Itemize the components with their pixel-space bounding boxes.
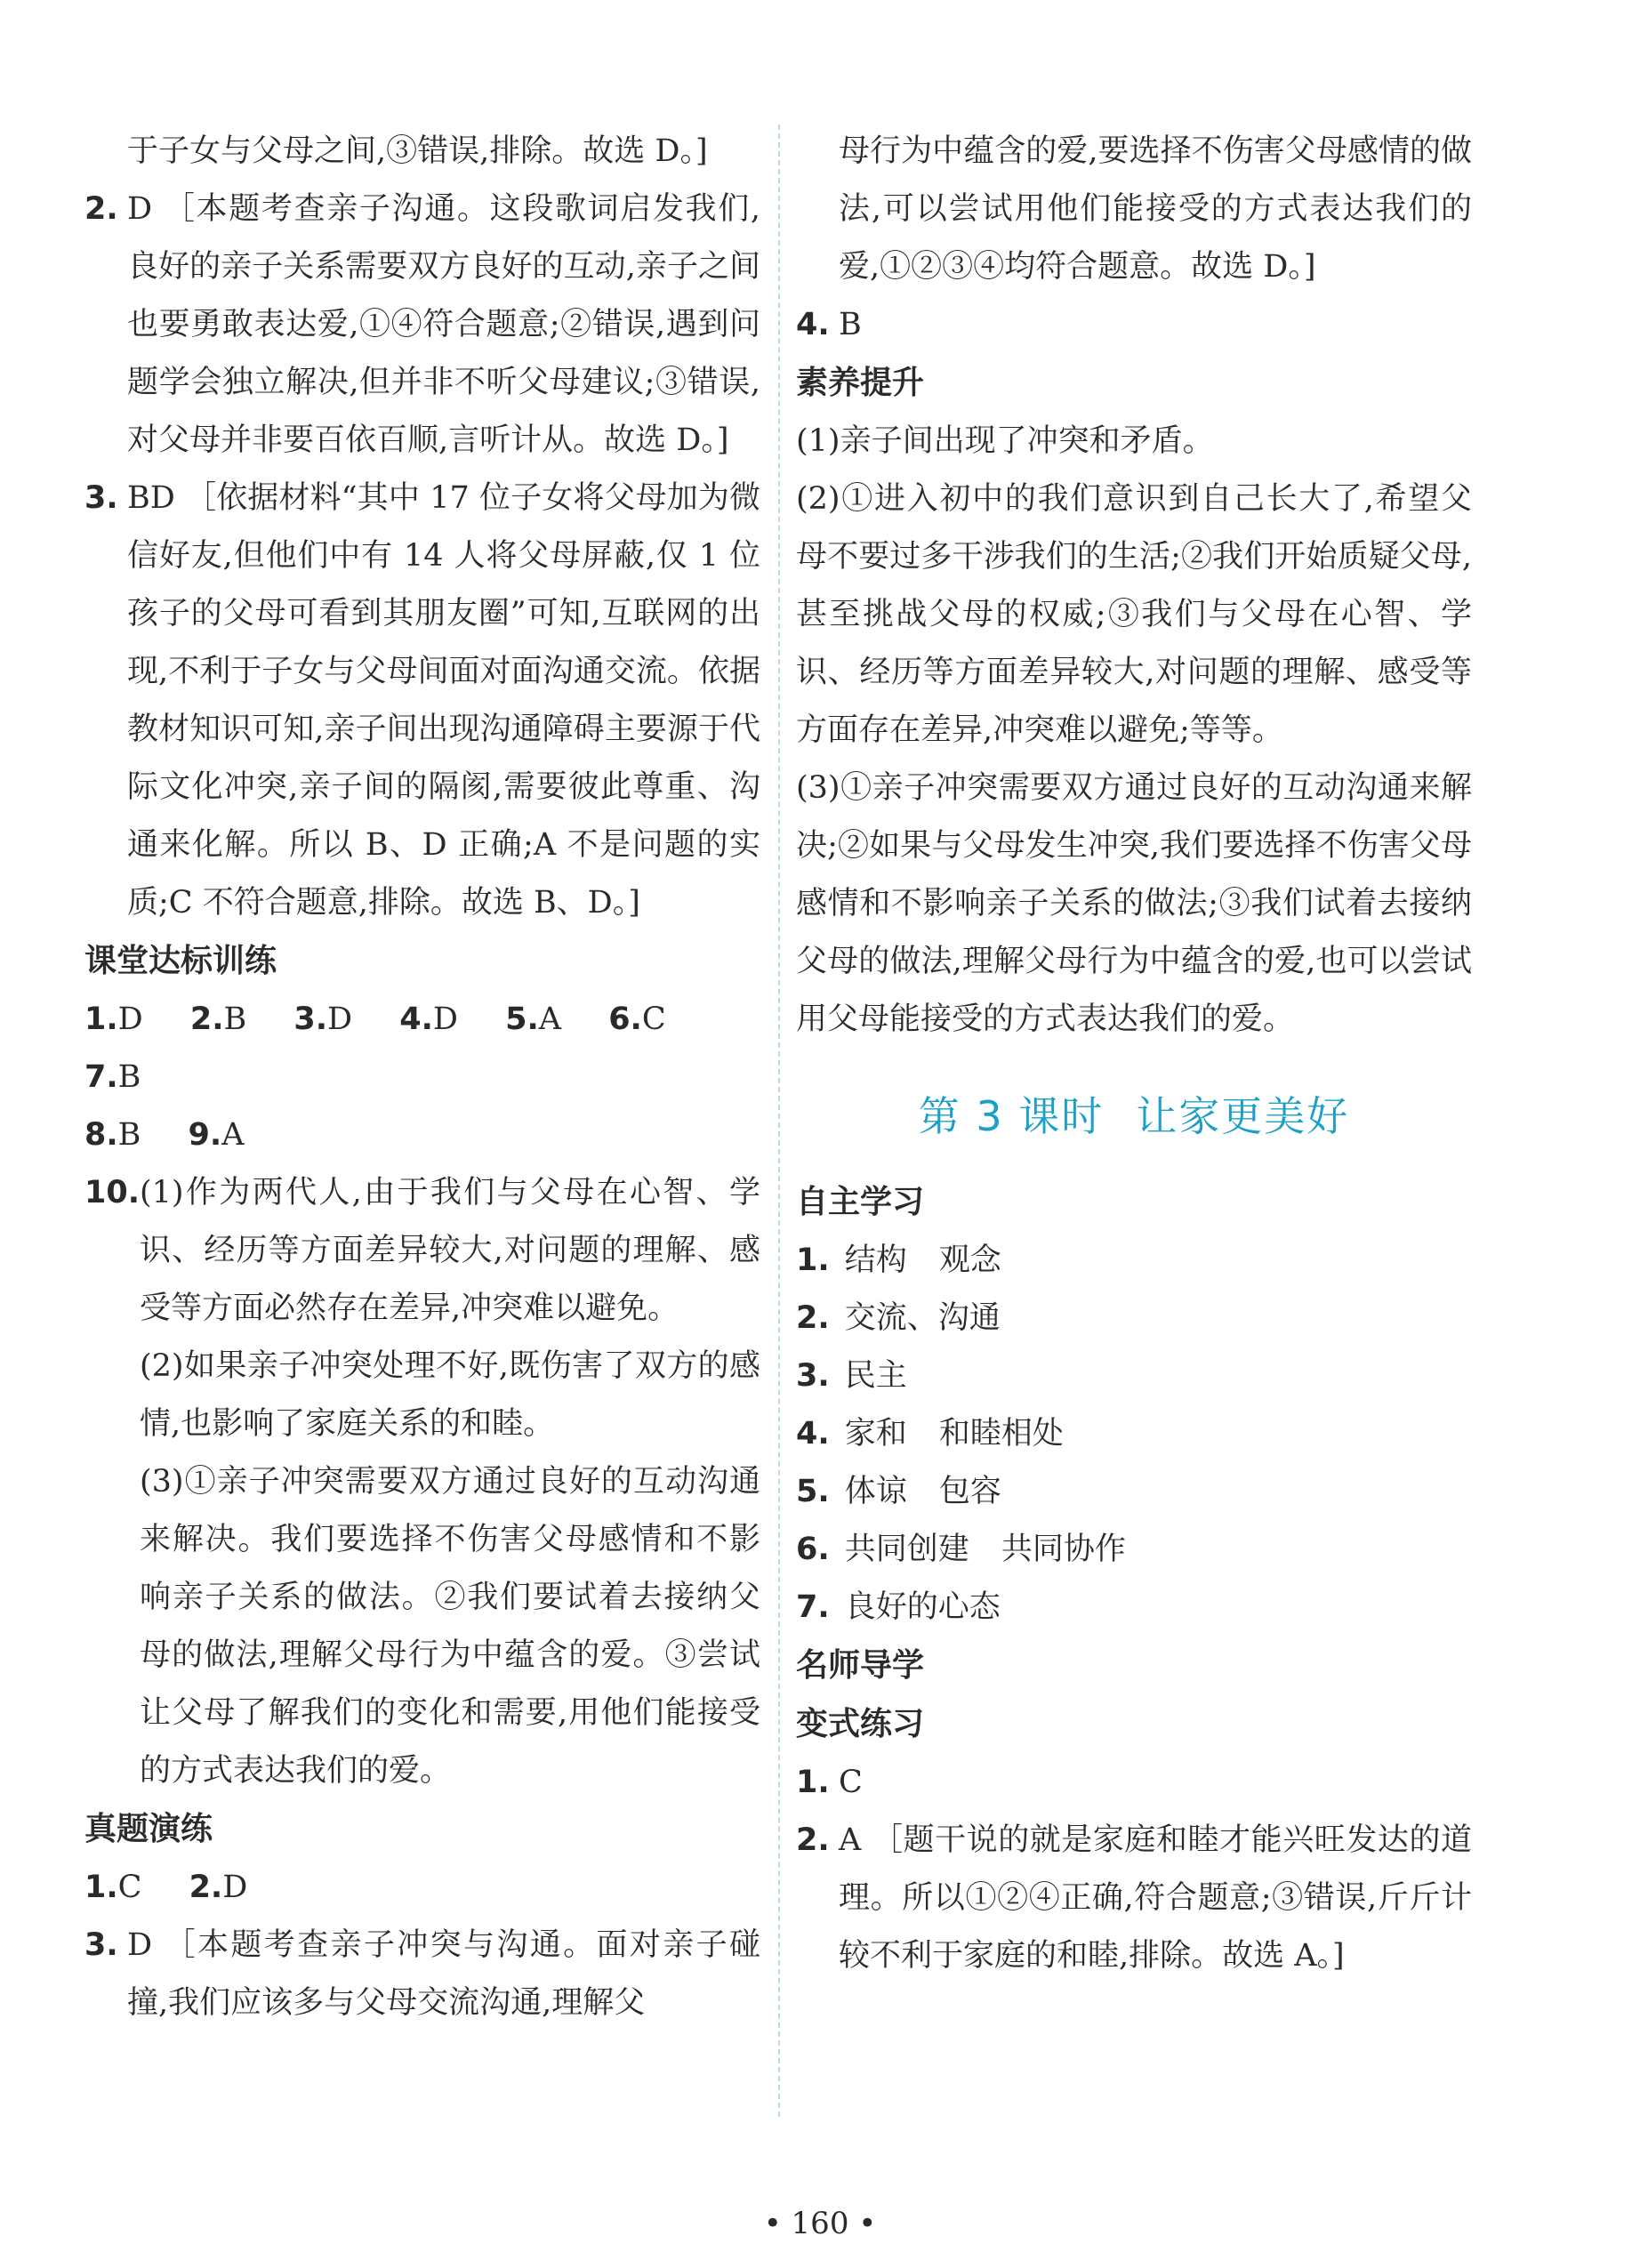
answer-item-10 <box>84 1164 760 1800</box>
answer-part-3: (3)①亲子冲突需要双方通过良好的互动沟通来解决。我们要选择不伤害父母感情和不影响亲子关系的做法。②我们要试着去接纳父母的做法,理解父母行为中蕴含的爱。③尝试让父母了解我们的变化和需要,用他们能接受的方式表达我们的爱。 <box>140 1464 760 1789</box>
continued-answer: 母行为中蕴含的爱,要选择不伤害父母感情的做法,可以尝试用他们能接受的方式表达我们的爱,①②③④均符合题意。故选 D。] <box>839 133 1472 285</box>
bianshi-item-1 <box>796 1754 1472 1812</box>
answer-item-4 <box>796 296 1472 354</box>
section-heading-zizhu: 自主学习 <box>796 1184 925 1220</box>
item-number: 2. <box>84 191 118 227</box>
page-number: • 160 • <box>763 2206 877 2241</box>
suyang-part-2: (2)①进入初中的我们意识到自己长大了,希望父母不要过多干涉我们的生活;②我们开始质疑父母,甚至挑战父母的权威;③我们与父母在心智、学识、经历等方面差异较大,对问题的理解、感受等方面存在差异,冲突难以避免;等等。 <box>796 481 1472 748</box>
answer-text: D ［本题考查亲子冲突与沟通。面对亲子碰撞,我们应该多与父母交流沟通,理解父 <box>127 1927 760 2021</box>
section-heading-mingshi: 名师导学 <box>796 1647 925 1684</box>
answer-text: BD ［依据材料“其中 17 位子女将父母加为微信好友,但他们中有 14 人将父母屏蔽,仅 1 位孩子的父母可看到其朋友圈”可知,互联网的出现,不利于子女与父母间面对面沟通交流。依据教材知识可知,亲子间出现沟通障碍主要源于代际文化冲突,亲子间的隔阂,需要彼此尊重、沟通来化解。所以 B、D 正确;A 不是问题的实质;C 不符合题意,排除。故选 B、D。] <box>127 480 760 921</box>
item-number: 4. <box>796 307 830 342</box>
zizhu-item-4: 4. 家和 和睦相处 <box>796 1416 1064 1452</box>
answer-item-3 <box>84 470 760 932</box>
item-number: 3. <box>84 480 118 516</box>
answer-item-2 <box>84 181 760 470</box>
answer-text: B <box>839 307 862 342</box>
item-number: 10. <box>84 1175 141 1210</box>
continued-answer: 于子女与父母之间,③错误,排除。故选 D。] <box>127 133 708 169</box>
zizhu-item-2: 2. 交流、沟通 <box>796 1300 1001 1336</box>
section-heading-ketang: 课堂达标训练 <box>84 943 277 979</box>
section-heading-bianshi: 变式练习 <box>796 1706 925 1742</box>
item-number: 3. <box>84 1927 118 1963</box>
column-divider <box>778 125 780 2117</box>
zhenti-answers-row: 1.C 2.D <box>84 1870 248 1905</box>
suyang-part-1: (1)亲子间出现了冲突和矛盾。 <box>796 423 1214 459</box>
ketang-answers-row-1: 1.D 2.B 3.D 4.D 5.A 6.C 7.B <box>84 1001 666 1095</box>
left-column <box>84 123 760 2032</box>
answer-text: D ［本题考查亲子沟通。这段歌词启发我们,良好的亲子关系需要双方良好的互动,亲子之间也要勇敢表达爱,①④符合题意;②错误,遇到问题学会独立解决,但并非不听父母建议;③错误,对父母并非要百依百顺,言听计从。故选 D。] <box>127 191 760 458</box>
item-number: 1. <box>796 1765 830 1800</box>
section-heading-zhenti: 真题演练 <box>84 1811 213 1847</box>
zizhu-item-7: 7. 良好的心态 <box>796 1589 1001 1625</box>
zhenti-answer-item-3 <box>84 1917 760 2032</box>
answer-part-2: (2)如果亲子冲突处理不好,既伤害了双方的感情,也影响了家庭关系的和睦。 <box>140 1348 760 1442</box>
lesson-name: 让家更美好 <box>1136 1092 1350 1140</box>
zizhu-item-1: 1. 结构 观念 <box>796 1243 1001 1278</box>
section-heading-suyang: 素养提升 <box>796 365 925 401</box>
answer-part-1: (1)作为两代人,由于我们与父母在心智、学识、经历等方面差异较大,对问题的理解、感受等方面必然存在差异,冲突难以避免。 <box>140 1175 760 1326</box>
zizhu-item-6: 6. 共同创建 共同协作 <box>796 1532 1126 1567</box>
answer-text: A ［题干说的就是家庭和睦才能兴旺发达的道理。所以①②④正确,符合题意;③错误,斤斤计较不利于家庭的和睦,排除。故选 A。] <box>839 1822 1472 1974</box>
ketang-answers-row-2: 8.B 9.A <box>84 1117 245 1153</box>
answer-text: C <box>839 1765 863 1800</box>
zizhu-item-5: 5. 体谅 包容 <box>796 1474 1001 1509</box>
suyang-part-3: (3)①亲子冲突需要双方通过良好的互动沟通来解决;②如果与父母发生冲突,我们要选择不伤害父母感情和不影响亲子关系的做法;③我们试着去接纳父母的做法,理解父母行为中蕴含的爱,也可以尝试用父母能接受的方式表达我们的爱。 <box>796 770 1472 1037</box>
item-number: 2. <box>796 1822 830 1858</box>
zizhu-item-3: 3. 民主 <box>796 1358 907 1394</box>
bianshi-item-2 <box>796 1812 1472 1985</box>
lesson-number: 第 3 课时 <box>918 1092 1105 1140</box>
lesson-title <box>796 1084 1472 1143</box>
right-column <box>796 123 1472 1985</box>
